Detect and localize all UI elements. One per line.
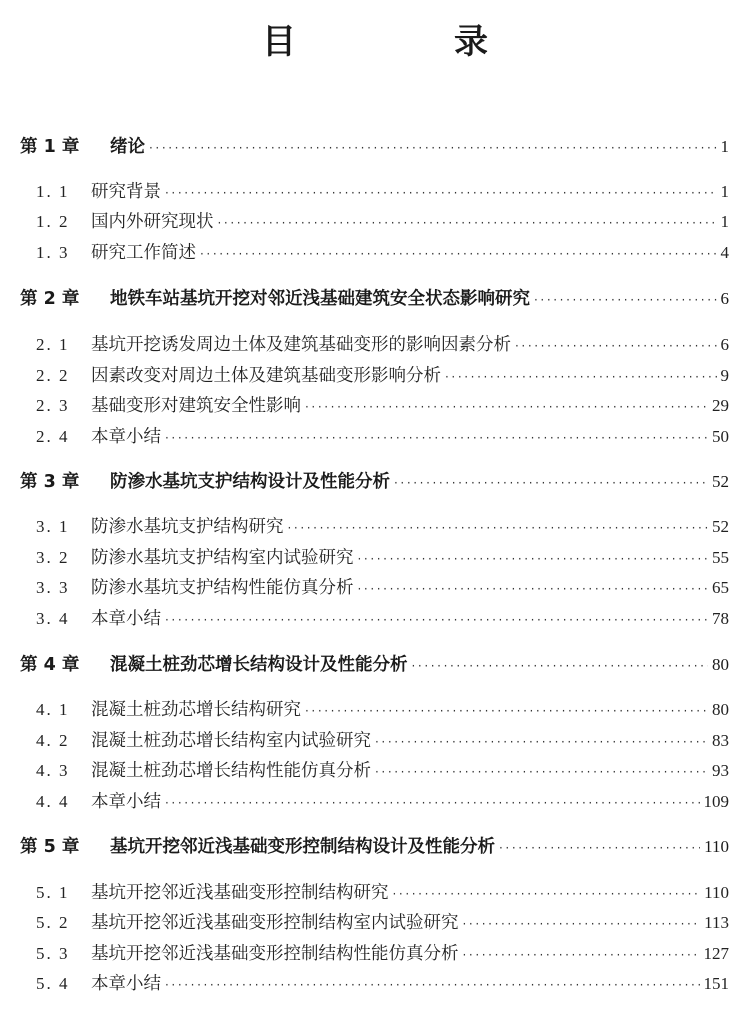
leader-dots bbox=[358, 553, 709, 565]
leader-dots bbox=[445, 371, 717, 383]
toc-section-5-2[interactable] bbox=[0, 914, 729, 933]
chapter-title: 混凝土桩劲芯增长结构设计及性能分析 bbox=[110, 655, 408, 675]
page-number: 127 bbox=[703, 944, 729, 963]
leader-dots bbox=[499, 842, 700, 854]
section-title: 国内外研究现状 bbox=[91, 212, 214, 232]
toc-section-5-1[interactable] bbox=[0, 884, 729, 903]
section-title: 基坑开挖邻近浅基础变形控制结构性能仿真分析 bbox=[91, 944, 459, 964]
page-number: 4 bbox=[720, 243, 729, 262]
chapter-title: 防渗水基坑支护结构设计及性能分析 bbox=[110, 472, 390, 492]
chapter-title: 基坑开挖邻近浅基础变形控制结构设计及性能分析 bbox=[110, 837, 495, 857]
toc-section-2-4[interactable] bbox=[0, 428, 729, 447]
toc-section-3-2[interactable] bbox=[0, 549, 729, 568]
section-number: 5. 1 bbox=[36, 883, 70, 902]
toc-section-3-3[interactable] bbox=[0, 579, 729, 598]
leader-dots bbox=[358, 583, 709, 595]
toc-chapter-2[interactable] bbox=[0, 290, 729, 309]
section-title: 本章小结 bbox=[91, 609, 161, 629]
section-number: 1. 1 bbox=[36, 182, 70, 201]
section-title: 基础变形对建筑安全性影响 bbox=[91, 396, 301, 416]
section-title: 研究工作简述 bbox=[91, 243, 196, 263]
leader-dots bbox=[165, 979, 700, 991]
leader-dots bbox=[165, 187, 717, 199]
toc-section-4-3[interactable] bbox=[0, 762, 729, 781]
leader-dots bbox=[288, 522, 709, 534]
leader-dots bbox=[394, 477, 708, 489]
leader-dots bbox=[375, 736, 708, 748]
section-number: 1. 3 bbox=[36, 243, 70, 262]
toc-section-5-3[interactable] bbox=[0, 945, 729, 964]
toc-section-4-4[interactable] bbox=[0, 793, 729, 812]
section-title: 研究背景 bbox=[91, 182, 161, 202]
section-title: 混凝土桩劲芯增长结构性能仿真分析 bbox=[91, 761, 371, 781]
page-number: 93 bbox=[712, 761, 729, 780]
section-number: 4. 2 bbox=[36, 731, 70, 750]
page-number: 1 bbox=[720, 137, 729, 156]
toc-section-1-1[interactable] bbox=[0, 183, 729, 202]
page-number: 83 bbox=[712, 731, 729, 750]
toc-section-5-4[interactable] bbox=[0, 975, 729, 994]
page-number: 50 bbox=[712, 427, 729, 446]
page-number: 1 bbox=[720, 182, 729, 201]
leader-dots bbox=[463, 949, 700, 961]
page-number: 29 bbox=[712, 396, 729, 415]
section-number: 2. 2 bbox=[36, 366, 70, 385]
section-number: 2. 3 bbox=[36, 396, 70, 415]
section-title: 防渗水基坑支护结构研究 bbox=[91, 517, 284, 537]
page-number: 65 bbox=[712, 578, 729, 597]
section-number: 4. 3 bbox=[36, 761, 70, 780]
section-number: 3. 3 bbox=[36, 578, 70, 597]
leader-dots bbox=[463, 918, 701, 930]
section-title: 混凝土桩劲芯增长结构研究 bbox=[91, 700, 301, 720]
section-number: 3. 1 bbox=[36, 517, 70, 536]
section-title: 本章小结 bbox=[91, 792, 161, 812]
toc-section-4-2[interactable] bbox=[0, 732, 729, 751]
leader-dots bbox=[165, 614, 708, 626]
toc-section-2-3[interactable] bbox=[0, 397, 729, 416]
section-number: 2. 4 bbox=[36, 427, 70, 446]
section-number: 5. 3 bbox=[36, 944, 70, 963]
section-title: 基坑开挖诱发周边土体及建筑基础变形的影响因素分析 bbox=[91, 335, 511, 355]
page-title: 目 录 bbox=[262, 22, 550, 62]
page-number: 6 bbox=[720, 289, 729, 308]
section-title: 本章小结 bbox=[91, 427, 161, 447]
leader-dots bbox=[375, 766, 708, 778]
section-number: 2. 1 bbox=[36, 335, 70, 354]
chapter-number: 第 4 章 bbox=[20, 655, 80, 675]
toc-chapter-1[interactable] bbox=[0, 138, 729, 157]
section-number: 5. 4 bbox=[36, 974, 70, 993]
section-title: 防渗水基坑支护结构室内试验研究 bbox=[91, 548, 354, 568]
section-number: 4. 4 bbox=[36, 792, 70, 811]
leader-dots bbox=[515, 340, 717, 352]
section-title: 防渗水基坑支护结构性能仿真分析 bbox=[91, 578, 354, 598]
leader-dots bbox=[149, 142, 717, 154]
chapter-number: 第 5 章 bbox=[20, 837, 80, 857]
section-title: 因素改变对周边土体及建筑基础变形影响分析 bbox=[91, 366, 441, 386]
chapter-number: 第 2 章 bbox=[20, 289, 80, 309]
page-number: 52 bbox=[712, 472, 729, 491]
toc-chapter-5[interactable] bbox=[0, 838, 729, 857]
toc-section-1-2[interactable] bbox=[0, 213, 729, 232]
leader-dots bbox=[412, 660, 709, 672]
leader-dots bbox=[305, 401, 708, 413]
chapter-number: 第 3 章 bbox=[20, 472, 80, 492]
leader-dots bbox=[200, 248, 717, 260]
page-number: 109 bbox=[703, 792, 729, 811]
page-number: 151 bbox=[703, 974, 729, 993]
page-number: 78 bbox=[712, 609, 729, 628]
section-number: 5. 2 bbox=[36, 913, 70, 932]
toc-section-2-1[interactable] bbox=[0, 336, 729, 355]
chapter-title: 绪论 bbox=[110, 137, 145, 157]
page-number: 52 bbox=[712, 517, 729, 536]
section-number: 3. 2 bbox=[36, 548, 70, 567]
chapter-title: 地铁车站基坑开挖对邻近浅基础建筑安全状态影响研究 bbox=[110, 289, 530, 309]
section-title: 本章小结 bbox=[91, 974, 161, 994]
page-number: 9 bbox=[720, 366, 729, 385]
section-number: 4. 1 bbox=[36, 700, 70, 719]
page-number: 1 bbox=[720, 212, 729, 231]
page-number: 80 bbox=[712, 655, 729, 674]
section-title: 基坑开挖邻近浅基础变形控制结构室内试验研究 bbox=[91, 913, 459, 933]
leader-dots bbox=[218, 217, 717, 229]
toc-section-3-1[interactable] bbox=[0, 518, 729, 537]
leader-dots bbox=[534, 294, 717, 306]
toc-section-3-4[interactable] bbox=[0, 610, 729, 629]
chapter-number: 第 1 章 bbox=[20, 137, 80, 157]
toc-chapter-3[interactable] bbox=[0, 473, 729, 492]
leader-dots bbox=[165, 797, 700, 809]
leader-dots bbox=[393, 888, 701, 900]
page-number: 80 bbox=[712, 700, 729, 719]
toc-section-1-3[interactable] bbox=[0, 244, 729, 263]
toc-chapter-4[interactable] bbox=[0, 656, 729, 675]
toc-section-4-1[interactable] bbox=[0, 701, 729, 720]
leader-dots bbox=[305, 705, 708, 717]
section-number: 3. 4 bbox=[36, 609, 70, 628]
section-title: 基坑开挖邻近浅基础变形控制结构研究 bbox=[91, 883, 389, 903]
section-number: 1. 2 bbox=[36, 212, 70, 231]
leader-dots bbox=[165, 432, 708, 444]
toc-section-2-2[interactable] bbox=[0, 367, 729, 386]
page-number: 113 bbox=[704, 913, 729, 932]
page-number: 6 bbox=[720, 335, 729, 354]
page-number: 110 bbox=[704, 837, 729, 856]
page-number: 110 bbox=[704, 883, 729, 902]
section-title: 混凝土桩劲芯增长结构室内试验研究 bbox=[91, 731, 371, 751]
page-number: 55 bbox=[712, 548, 729, 567]
